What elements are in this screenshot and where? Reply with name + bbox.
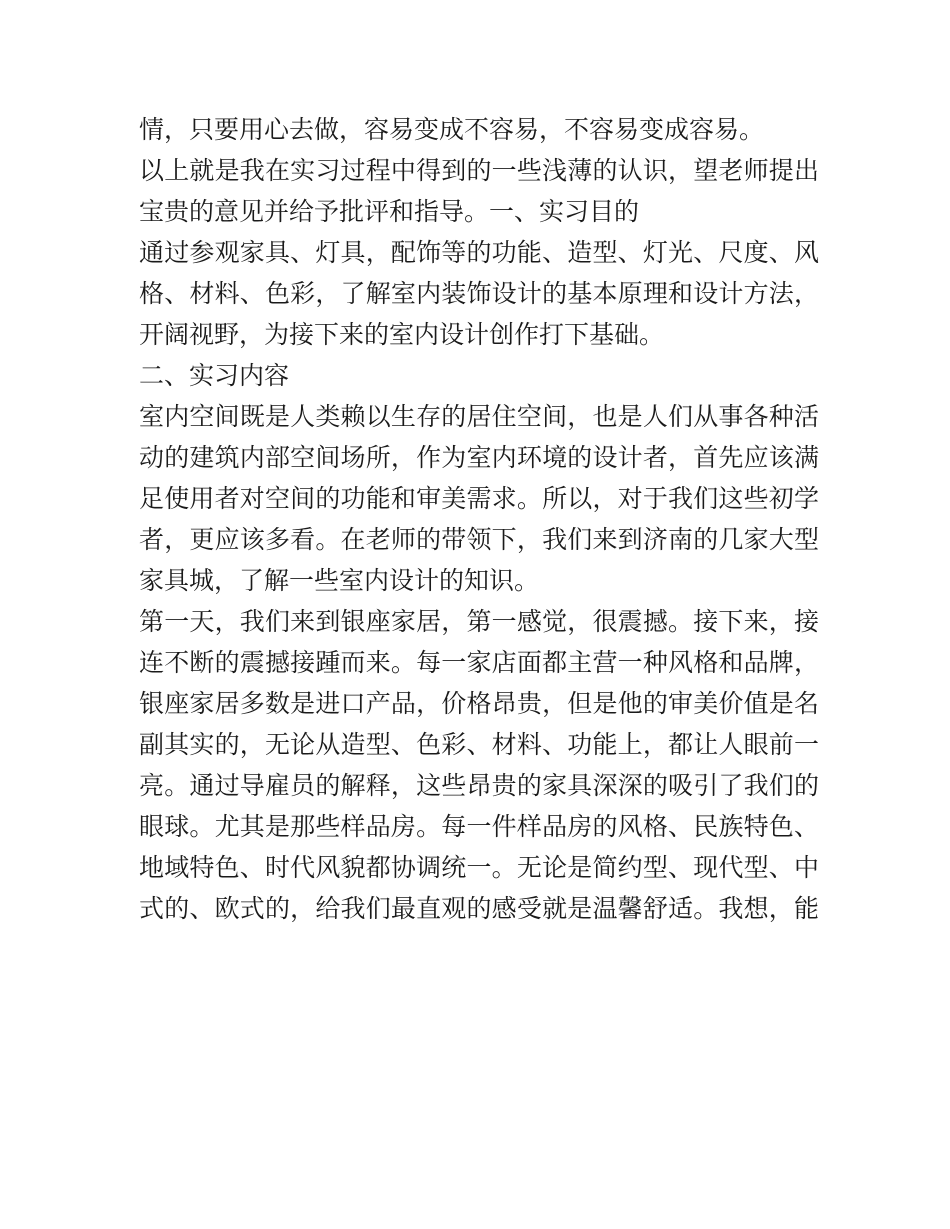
- text-line: 足使用者对空间的功能和审美需求。所以，对于我们这些初学: [139, 484, 819, 513]
- text-line: 情，只要用心去做，容易变成不容易，不容易变成容易。: [139, 115, 765, 144]
- text-line: 动的建筑内部空间场所，作为室内环境的设计者，首先应该满: [139, 443, 819, 472]
- text-line: 格、材料、色彩，了解室内装饰设计的基本原理和设计方法，: [139, 279, 819, 308]
- text-line: 宝贵的意见并给予批评和指导。一、实习目的: [139, 197, 640, 226]
- text-line: 副其实的，无论从造型、色彩、材料、功能上，都让人眼前一: [139, 730, 819, 759]
- text-line: 式的、欧式的，给我们最直观的感受就是温馨舒适。我想，能: [139, 894, 819, 923]
- text-line: 者，更应该多看。在老师的带领下，我们来到济南的几家大型: [139, 525, 819, 554]
- text-line: 地域特色、时代风貌都协调统一。无论是简约型、现代型、中: [139, 853, 819, 882]
- text-line: 以上就是我在实习过程中得到的一些浅薄的认识，望老师提出: [139, 156, 819, 185]
- text-line: 通过参观家具、灯具，配饰等的功能、造型、灯光、尺度、风: [139, 238, 819, 267]
- text-line: 二、实习内容: [139, 361, 290, 390]
- text-line: 室内空间既是人类赖以生存的居住空间，也是人们从事各种活: [139, 402, 819, 431]
- text-line: 开阔视野，为接下来的室内设计创作打下基础。: [139, 320, 665, 349]
- text-line: 银座家居多数是进口产品，价格昂贵，但是他的审美价值是名: [139, 689, 819, 718]
- text-line: 第一天，我们来到银座家居，第一感觉，很震撼。接下来，接: [139, 607, 819, 636]
- text-line: 连不断的震撼接踵而来。每一家店面都主营一种风格和品牌，: [139, 648, 819, 677]
- text-line: 家具城，了解一些室内设计的知识。: [139, 566, 540, 595]
- text-line: 亮。通过导雇员的解释，这些昂贵的家具深深的吸引了我们的: [139, 771, 819, 800]
- document-body: [139, 109, 819, 929]
- text-line: 眼球。尤其是那些样品房。每一件样品房的风格、民族特色、: [139, 812, 819, 841]
